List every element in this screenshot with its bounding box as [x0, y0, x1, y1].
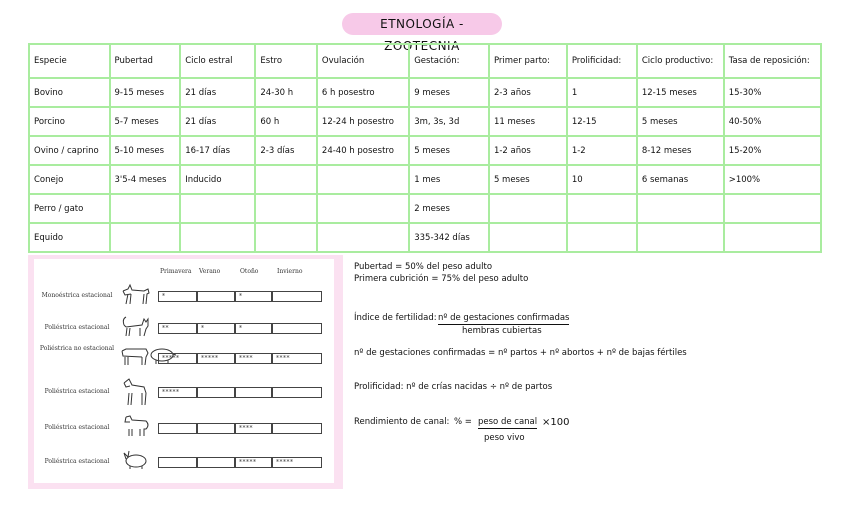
- table-cell: [724, 194, 821, 223]
- column-header: Prolificidad:: [567, 44, 637, 78]
- fertility-numerator: nº de gestaciones confirmadas: [438, 313, 570, 323]
- table-header-row: [29, 44, 821, 78]
- table-row: [29, 78, 821, 107]
- column-header: Gestación:: [409, 44, 489, 78]
- table-cell: [317, 165, 409, 194]
- table-cell: 60 h: [255, 107, 317, 136]
- estrus-row: [34, 317, 334, 339]
- season-cell: *: [235, 323, 272, 334]
- season-cell: [158, 457, 197, 468]
- yield-numerator: peso de canal: [478, 417, 538, 427]
- season-cell: [272, 323, 322, 334]
- column-header: Pubertad: [110, 44, 181, 78]
- season-header: Otoño: [240, 268, 259, 275]
- table-cell: 1-2: [567, 136, 637, 165]
- table-cell: 3m, 3s, 3d: [409, 107, 489, 136]
- table-cell: 15-20%: [724, 136, 821, 165]
- table-cell: 5-7 meses: [110, 107, 181, 136]
- yield-percent: % =: [454, 417, 472, 427]
- table-cell: 1-2 años: [489, 136, 567, 165]
- season-cell: *: [158, 291, 197, 302]
- table-cell: [489, 194, 567, 223]
- column-header: Ciclo productivo:: [637, 44, 724, 78]
- season-cell: [272, 291, 322, 302]
- table-cell: 24-30 h: [255, 78, 317, 107]
- table-cell: 8-12 meses: [637, 136, 724, 165]
- season-cell: *****: [158, 387, 197, 398]
- estrus-type-label: Poliéstrica estacional: [44, 424, 110, 431]
- table-cell: [110, 194, 181, 223]
- table-cell: 12-15 meses: [637, 78, 724, 107]
- table-row: [29, 165, 821, 194]
- column-header: Ciclo estral: [180, 44, 255, 78]
- estrus-type-label: Poliéstrica estacional: [44, 324, 110, 331]
- table-cell: [180, 223, 255, 252]
- season-cell: [197, 423, 235, 434]
- season-cell: [272, 423, 322, 434]
- table-cell: 5 meses: [409, 136, 489, 165]
- table-row: [29, 136, 821, 165]
- season-cell: ****: [235, 423, 272, 434]
- rabbit-icon: [120, 447, 152, 475]
- season-cell: **: [158, 323, 197, 334]
- note-cubricion: Primera cubrición = 75% del peso adulto: [354, 274, 529, 284]
- estrus-type-label: Poliéstrica estacional: [44, 388, 110, 395]
- seasonal-estrus-panel: [28, 255, 343, 489]
- season-cell: [235, 387, 272, 398]
- table-cell: 10: [567, 165, 637, 194]
- table-cell: Ovino / caprino: [29, 136, 110, 165]
- season-header: Invierno: [277, 268, 303, 275]
- season-cell: [197, 291, 235, 302]
- column-header: Ovulación: [317, 44, 409, 78]
- horse-icon: [120, 377, 152, 409]
- table-cell: 6 semanas: [637, 165, 724, 194]
- table-cell: 11 meses: [489, 107, 567, 136]
- page-title: ETNOLOGÍA - ZOOTECNIA: [342, 13, 502, 35]
- table-cell: 15-30%: [724, 78, 821, 107]
- yield-label: Rendimiento de canal:: [354, 417, 450, 427]
- table-cell: [567, 223, 637, 252]
- season-cell: [158, 423, 197, 434]
- table-cell: 1: [567, 78, 637, 107]
- table-cell: [110, 223, 181, 252]
- table-cell: [180, 194, 255, 223]
- table-cell: 2 meses: [409, 194, 489, 223]
- table-cell: 9-15 meses: [110, 78, 181, 107]
- yield-multiplier: ×100: [542, 417, 570, 428]
- seasonal-estrus-chart: [34, 259, 334, 483]
- table-cell: 12-15: [567, 107, 637, 136]
- table-cell: 5-10 meses: [110, 136, 181, 165]
- table-cell: 9 meses: [409, 78, 489, 107]
- column-header: Primer parto:: [489, 44, 567, 78]
- table-cell: [489, 223, 567, 252]
- table-cell: >100%: [724, 165, 821, 194]
- note-gestaciones: nº de gestaciones confirmadas = nº partos + nº abortos + nº de bajas fértiles: [354, 348, 687, 358]
- table-cell: Conejo: [29, 165, 110, 194]
- fertility-denominator: hembras cubiertas: [462, 326, 542, 336]
- yield-denominator: peso vivo: [484, 433, 525, 443]
- season-cell: [272, 387, 322, 398]
- table-cell: Inducido: [180, 165, 255, 194]
- table-cell: [567, 194, 637, 223]
- table-cell: Porcino: [29, 107, 110, 136]
- table-cell: 40-50%: [724, 107, 821, 136]
- table-cell: 5 meses: [489, 165, 567, 194]
- table-cell: 6 h posestro: [317, 78, 409, 107]
- sheep-icon: [120, 413, 152, 441]
- note-pubertad: Pubertad = 50% del peso adulto: [354, 262, 493, 272]
- column-header: Especie: [29, 44, 110, 78]
- estrus-type-label: Monoéstrica estacional: [41, 292, 113, 299]
- estrus-row: [34, 381, 334, 403]
- season-cell: ****: [272, 353, 322, 364]
- season-header: Verano: [199, 268, 221, 275]
- table-cell: 2-3 años: [489, 78, 567, 107]
- note-prolificidad: Prolificidad: nº de crías nacidas ÷ nº de partos: [354, 382, 553, 392]
- table-cell: 3'5-4 meses: [110, 165, 181, 194]
- table-cell: [637, 194, 724, 223]
- estrus-row: [34, 347, 334, 369]
- estrus-row: [34, 451, 334, 473]
- table-cell: 2-3 días: [255, 136, 317, 165]
- table-cell: Equido: [29, 223, 110, 252]
- table-cell: 16-17 días: [180, 136, 255, 165]
- estrus-row: [34, 417, 334, 439]
- column-header: Estro: [255, 44, 317, 78]
- estrus-row: [34, 285, 334, 307]
- dog-icon: [120, 281, 152, 309]
- cat-icon: [120, 313, 152, 341]
- table-cell: [724, 223, 821, 252]
- season-cell: *****: [197, 353, 235, 364]
- table-cell: 24-40 h posestro: [317, 136, 409, 165]
- table-cell: 12-24 h posestro: [317, 107, 409, 136]
- season-header: Primavera: [160, 268, 192, 275]
- table-cell: Bovino: [29, 78, 110, 107]
- table-cell: 335-342 días: [409, 223, 489, 252]
- season-cell: [197, 457, 235, 468]
- table-cell: [255, 165, 317, 194]
- table-cell: [637, 223, 724, 252]
- table-row: [29, 107, 821, 136]
- table-row: [29, 223, 821, 252]
- season-cell: *****: [158, 353, 197, 364]
- season-cell: *****: [272, 457, 322, 468]
- table-cell: 5 meses: [637, 107, 724, 136]
- table-cell: 1 mes: [409, 165, 489, 194]
- table-row: [29, 194, 821, 223]
- table-cell: 21 días: [180, 107, 255, 136]
- season-cell: *: [197, 323, 235, 334]
- season-cell: ****: [235, 353, 272, 364]
- season-cell: *: [235, 291, 272, 302]
- table-cell: [317, 194, 409, 223]
- table-cell: [255, 223, 317, 252]
- fertility-label: Índice de fertilidad:: [354, 313, 437, 323]
- season-cell: *****: [235, 457, 272, 468]
- species-table: [28, 43, 822, 253]
- table-cell: [255, 194, 317, 223]
- estrus-type-label: Poliéstrica no estacional: [39, 345, 115, 352]
- season-cell: [197, 387, 235, 398]
- estrus-type-label: Poliéstrica estacional: [44, 458, 110, 465]
- table-cell: Perro / gato: [29, 194, 110, 223]
- table-cell: [317, 223, 409, 252]
- table-cell: 21 días: [180, 78, 255, 107]
- column-header: Tasa de reposición:: [724, 44, 821, 78]
